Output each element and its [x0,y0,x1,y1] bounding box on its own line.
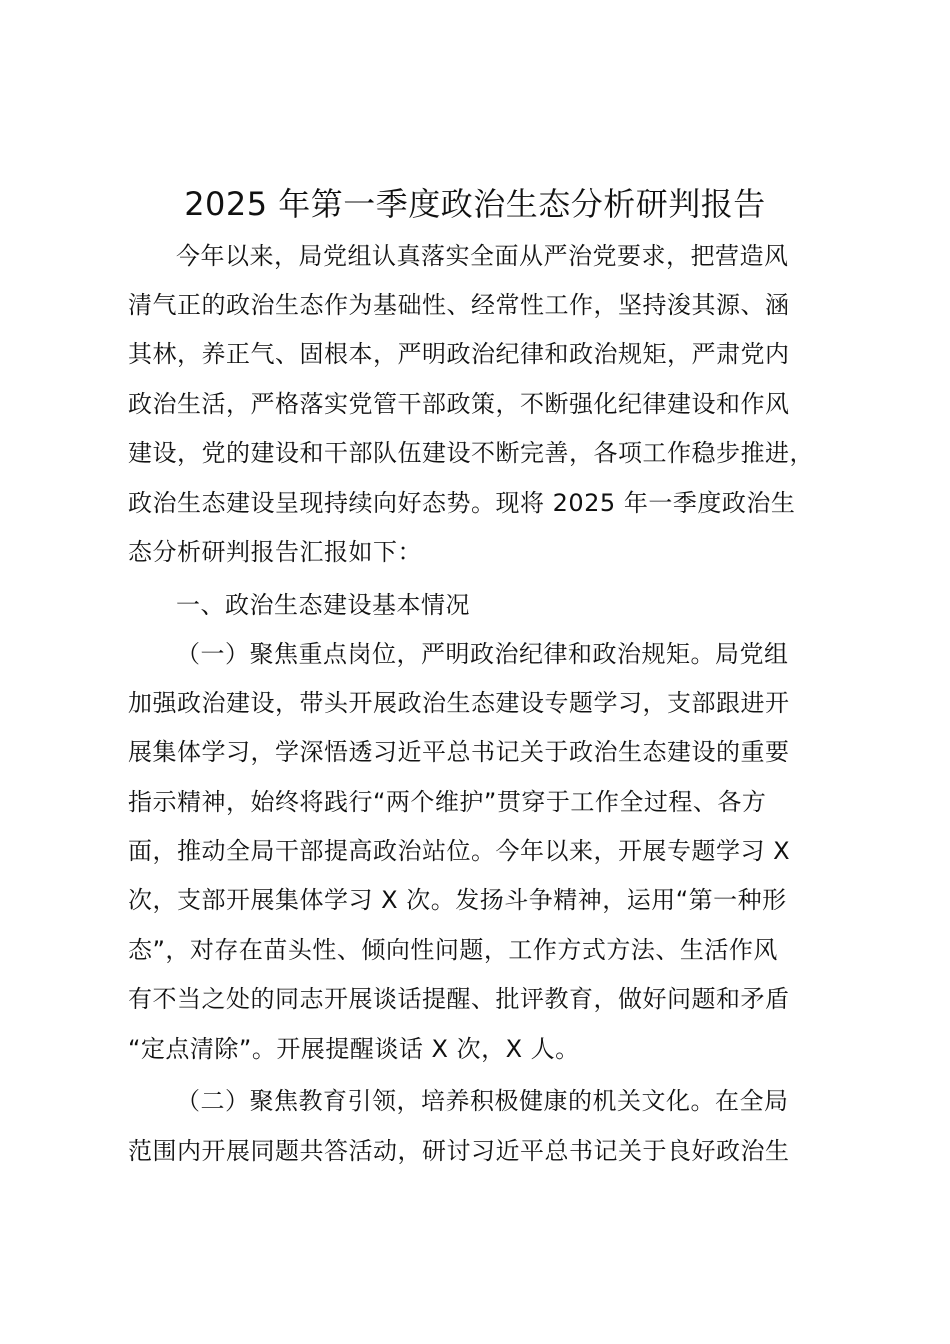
document-title: 2025 年第一季度政治生态分析研判报告 [184,185,766,223]
paragraph-line: 政治生活，严格落实党管干部政策，不断强化纪律建设和作风 [128,390,790,418]
paragraph-line: （二）聚焦教育引领，培养积极健康的机关文化。在全局 [176,1087,789,1115]
paragraph-line: 今年以来，局党组认真落实全面从严治党要求，把营造风 [176,242,789,270]
section-heading: 一、政治生态建设基本情况 [176,591,470,619]
paragraph-line: 展集体学习，学深悟透习近平总书记关于政治生态建设的重要 [128,738,790,766]
paragraph-line: “定点清除”。开展提醒谈话 X 次，X 人。 [128,1035,580,1063]
paragraph-line: 次，支部开展集体学习 X 次。发扬斗争精神，运用“第一种形 [128,886,787,914]
paragraph-line: 其林，养正气、固根本，严明政治纪律和政治规矩，严肃党内 [128,340,790,368]
paragraph-line: 指示精神，始终将践行“两个维护”贯穿于工作全过程、各方 [128,788,767,816]
paragraph-line: 面，推动全局干部提高政治站位。今年以来，开展专题学习 X [128,837,791,865]
paragraph-line: 范围内开展同题共答活动，研讨习近平总书记关于良好政治生 [128,1137,790,1165]
paragraph-line: 加强政治建设，带头开展政治生态建设专题学习，支部跟进开 [128,689,790,717]
paragraph-line: 态分析研判报告汇报如下： [128,538,422,566]
paragraph-line: 政治生态建设呈现持续向好态势。现将 2025 年一季度政治生 [128,489,796,517]
paragraph-line: 态”，对存在苗头性、倾向性问题，工作方式方法、生活作风 [128,936,778,964]
paragraph-line: 有不当之处的同志开展谈话提醒、批评教育，做好问题和矛盾 [128,985,790,1013]
paragraph-line: （一）聚焦重点岗位，严明政治纪律和政治规矩。局党组 [176,640,789,668]
paragraph-line: 清气正的政治生态作为基础性、经常性工作，坚持浚其源、涵 [128,291,790,319]
paragraph-line: 建设，党的建设和干部队伍建设不断完善，各项工作稳步推进， [128,439,814,467]
